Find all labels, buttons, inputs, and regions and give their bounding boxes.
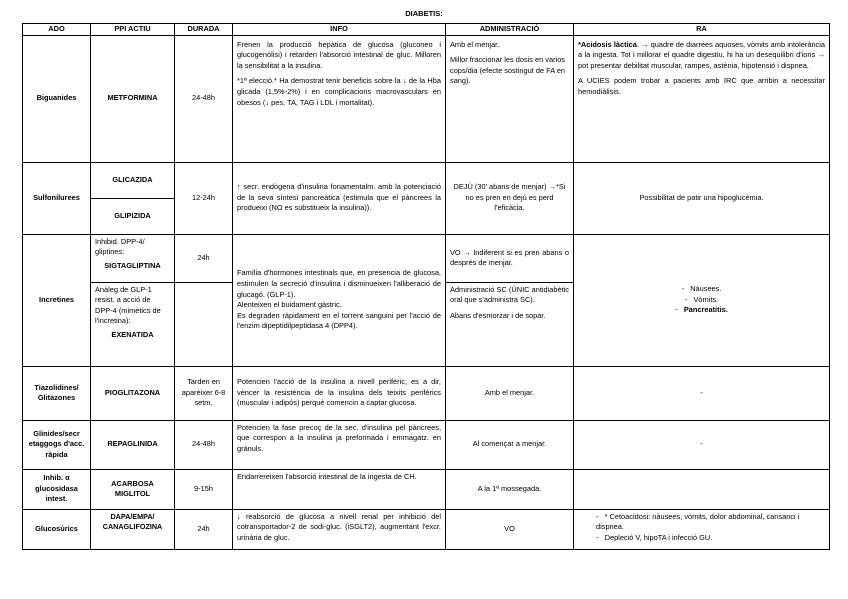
- admin-text: Administració SC (ÚNIC antidiabètic oral que s'administra SC).: [450, 284, 569, 305]
- drug-desc: Inhibid. DPP-4/ gliptines:: [95, 236, 145, 257]
- ra-cell: [574, 509, 830, 549]
- ra-cell: [574, 234, 830, 366]
- group-cell: Sulfonilurees: [23, 162, 91, 234]
- drug-cell: ACARBOSA MIGLITOL: [91, 469, 175, 509]
- admin-text: Abans d'esmorzar i de sopar.: [450, 310, 546, 320]
- ra-bold: *Acidosis làctica: [578, 39, 637, 49]
- info-cell: Endarrereixen l'absorció intestinal de la ingesta de CH.: [233, 469, 446, 509]
- duration-cell: 9-15h: [175, 469, 233, 509]
- admin-cell: A la 1ª mossegada.: [446, 469, 574, 509]
- drug-cell: DAPA/EMPA/ CANAGLIFOZINA: [91, 509, 175, 549]
- group-cell: Incretines: [23, 234, 91, 366]
- info-cell: [233, 35, 446, 162]
- ra-cell: [574, 469, 830, 509]
- drug-cell: GLICAZIDA: [91, 162, 175, 198]
- table-row: [23, 366, 830, 420]
- admin-cell: DEJÚ (30' abans de menjar) →*Si no es pren en dejú es perd l'eficàcia.: [446, 162, 574, 234]
- drug-cell: PIOGLITAZONA: [91, 366, 175, 420]
- duration-cell: 12-24h: [175, 162, 233, 234]
- list-item: - Nàusees.: [681, 284, 722, 294]
- group-cell: Glucosúrics: [23, 509, 91, 549]
- duration-cell: 24-48h: [175, 420, 233, 469]
- ra-item: Vòmits.: [693, 294, 719, 304]
- drug-name: EXENATIDA: [111, 329, 154, 339]
- drug-desc: Anàleg de GLP-1 resist. a acció de DPP-4 (mimètics de l'incretina):: [95, 284, 161, 326]
- group-cell: Glinides/secr etaggogs d'acc. ràpida: [23, 420, 91, 469]
- diabetes-drug-table: [22, 23, 830, 550]
- group-cell: Biguanides: [23, 35, 91, 162]
- ra-cell: Possibilitat de patir una hipoglucèmia.: [574, 162, 830, 234]
- duration-cell: Tarden en aparèixer 6-8 setm.: [175, 366, 233, 420]
- ra-item: * Cetoacidosi: nàusees, vòmits, dolor abdominal, cansanci i dispnea.: [596, 511, 800, 532]
- header-row: [23, 24, 830, 36]
- list-item: - * Cetoacidosi: nàusees, vòmits, dolor abdominal, cansanci i dispnea.: [596, 511, 800, 532]
- ra-cell: -: [574, 366, 830, 420]
- info-cell: Potencien l'acció de la insulina a nivell perifèric, es a dir, vèncer la resistència de la insulina dels teixits perifèrics (muscular i adipós) perquè comencin a captar glucosa.: [233, 366, 446, 420]
- header-ado: ADO: [23, 24, 91, 36]
- admin-text: Amb el menjar.: [450, 39, 500, 49]
- table-row: [23, 162, 830, 198]
- drug-name: SIGTAGLIPTINA: [104, 260, 161, 270]
- info-cell: Potencien la fase precoç de la sec. d'insulina pel pàncrees, que correspon a la insulina ja preformada i emmagatz. en grànuls.: [233, 420, 446, 469]
- admin-cell: [446, 282, 574, 366]
- ra-cell: [574, 35, 830, 162]
- table-row: [23, 420, 830, 469]
- admin-text: Millor fraccionar les dosis en varios cops/dia (efecte sostingut de FA en sang).: [450, 55, 566, 86]
- info-text: Alenteixen el buidament gàstric.: [237, 300, 342, 310]
- duration-cell: 24-48h: [175, 35, 233, 162]
- list-item: - Vòmits.: [684, 294, 719, 304]
- ra-cell: -: [574, 420, 830, 469]
- table-row: [23, 469, 830, 509]
- admin-cell: [446, 35, 574, 162]
- ra-rest: . → quadre de diarrees aquoses, vòmits amb intolerància a la ingesta. Tot i millorar el quadre digestiu, hi ha un desequilibri d'ions → pot presentar debilitat muscular, rampes, astènia, hipotensió i dispnea.: [578, 39, 826, 70]
- drug-cell: GLIPIZIDA: [91, 198, 175, 234]
- drug-subgroup-cell: [91, 234, 175, 282]
- table-row: [23, 234, 830, 282]
- header-info: INFO: [233, 24, 446, 36]
- duration-cell: 24h: [175, 509, 233, 549]
- drug-cell: METFORMINA: [91, 35, 175, 162]
- group-cell: Inhib. α glucosidasa intest.: [23, 469, 91, 509]
- ra-item: Nàusees.: [690, 284, 722, 294]
- admin-cell: Al començar a menjar.: [446, 420, 574, 469]
- duration-cell: [175, 282, 233, 366]
- duration-cell: 24h: [175, 234, 233, 282]
- info-cell: [233, 234, 446, 366]
- info-cell: ↓ reabsorció de glucosa a nivell renal per inhibició del cotransportador-2 de sodi-gluc. (iSGLT2), augmentant l'excr. urinària de gluc.: [233, 509, 446, 549]
- admin-cell: VO → Indiferent si es pren abans o després de menjar.: [446, 234, 574, 282]
- group-cell: Tiazolidines/ Glitazones: [23, 366, 91, 420]
- info-cell: ↑ secr. endògena d'insulina fonamentalm. amb la potenciació de la seva síntesi pancreàtica (estimula que el pàncrees la produeixi (NO es substitueix la insulina)).: [233, 162, 446, 234]
- table-row: [23, 509, 830, 549]
- list-item: - Depleció V, hipoTA i infecció GU.: [596, 532, 713, 542]
- info-text: Es degraden ràpidament en el torrent sanguini per l'acció de l'enzim dipeptidilpeptidasa 4 (DPP4).: [237, 310, 441, 331]
- ra-list: [578, 284, 825, 316]
- ra-text: A UCIES podem trobar a pacients amb IRC que arribin a necessitar hemodiàlisis.: [578, 76, 825, 96]
- header-durada: DURADA: [175, 24, 233, 36]
- ra-item: Depleció V, hipoTA i infecció GU.: [604, 532, 713, 542]
- drug-subgroup-cell: [91, 282, 175, 366]
- header-administracio: ADMINISTRACIÓ: [446, 24, 574, 36]
- header-ra: RA: [574, 24, 830, 36]
- ra-item: Pancreatitis.: [683, 305, 728, 315]
- admin-cell: VO: [446, 509, 574, 549]
- admin-cell: Amb el menjar.: [446, 366, 574, 420]
- drug-cell: REPAGLINIDA: [91, 420, 175, 469]
- header-ppi-actiu: PPI ACTIU: [91, 24, 175, 36]
- info-text: Frenen la producció hepàtica de glucosa (gluconeo i glucogenòlisi) i retarden l'absorció intestinal de gluc. Milloren la sensibilitat a la insulina.: [237, 39, 441, 70]
- ra-text: [578, 40, 825, 72]
- table-row: [23, 35, 830, 162]
- info-text: *1ª elecció.* Ha demostrat tenir beneficis sobre la ↓ de la Hba glicada (1,5%-2%) i en complicacions macrovasculars en obesos (↓ pes, TA, TAG i LDL i mortalitat).: [237, 76, 441, 107]
- list-item: - Pancreatitis.: [675, 305, 728, 315]
- info-text: Família d'hormones intestinals que, en presencia de glucosa, estimulen la secreció d'insulina i disminueixen l'alliberació de glucagó. (GLP-1).: [237, 268, 441, 299]
- page-title: DIABETIS:: [405, 9, 443, 18]
